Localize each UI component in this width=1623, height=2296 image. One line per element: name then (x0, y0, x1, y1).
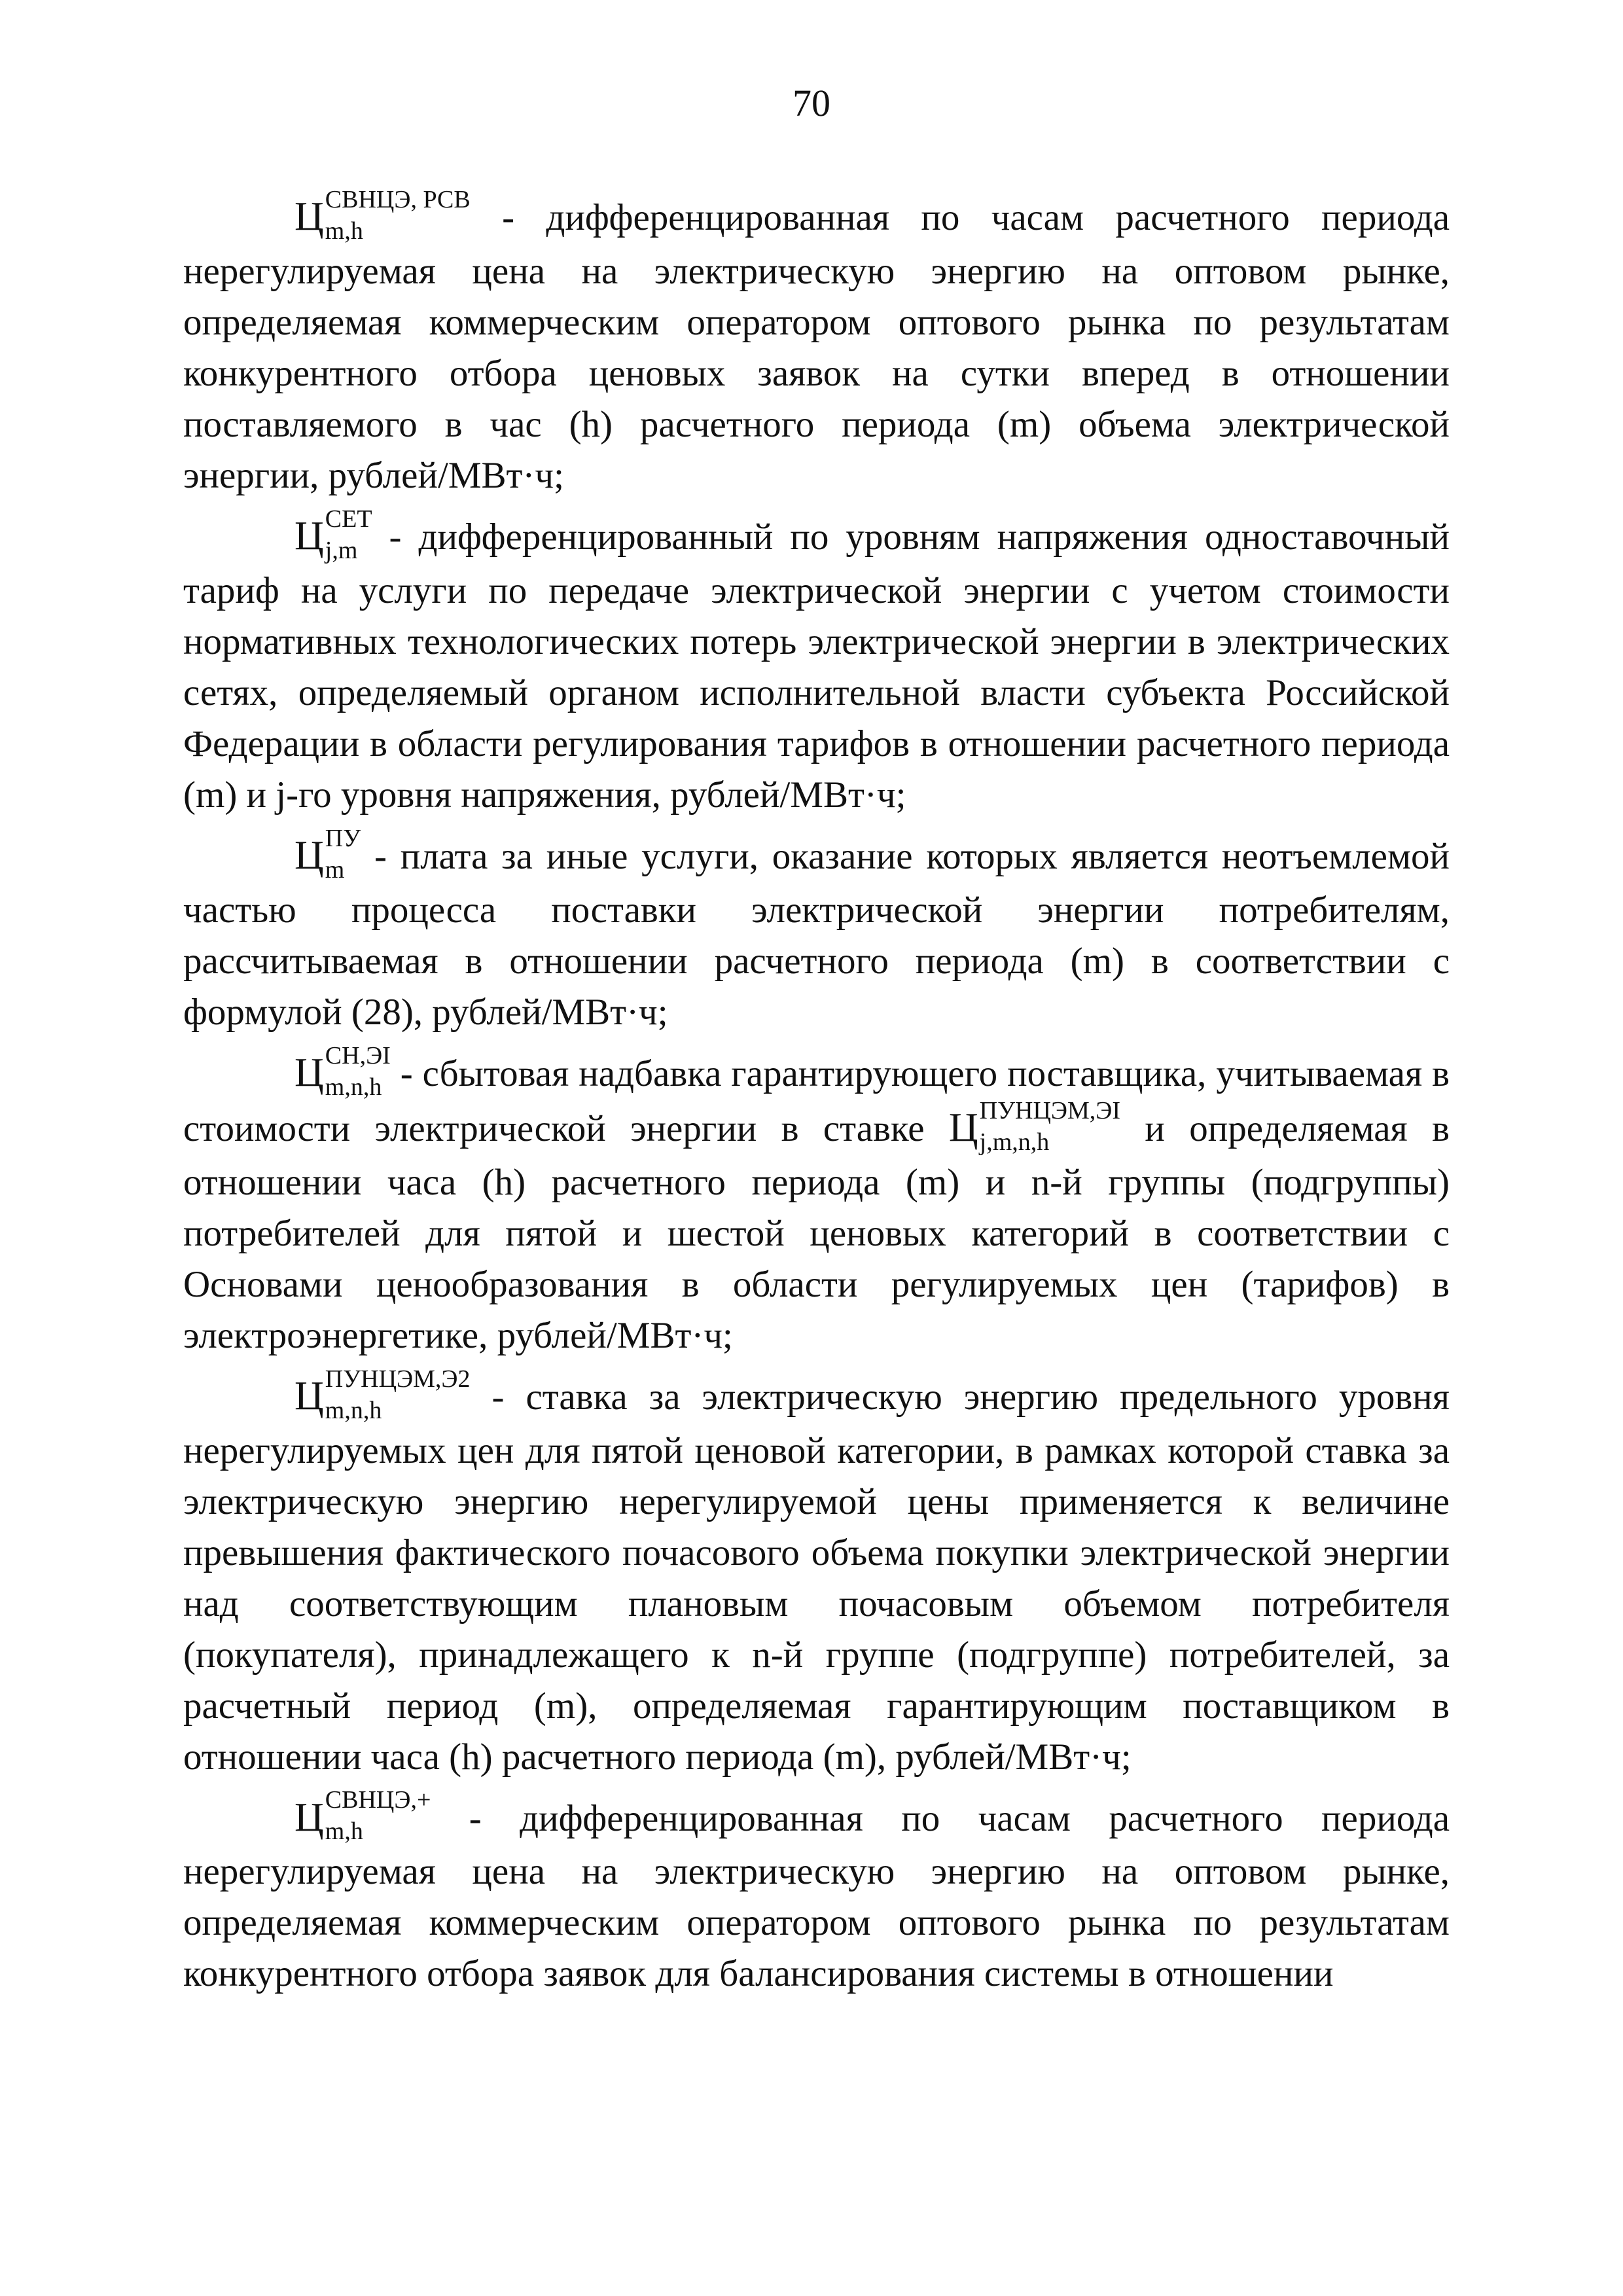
definition-text: неотъемлемой частью процесса поставки электрической энергии потребителям, рассчитываемая в отношении расчетного периода (m) в соответствии с формулой (28), рублей/МВт·ч; (183, 835, 1450, 1033)
symbol-c-set: Ц СЕТ j,m (294, 505, 372, 564)
definition-c-set (183, 505, 1450, 821)
document-body (183, 185, 1450, 2002)
definition-text: нерегулируемая цена на электрическую энергию на оптовом рынке, определяемая коммерческим оператором оптового рынка по результатам конкурентного отбора заявок для балансирования системы в отношении (183, 1851, 1450, 1995)
symbol-c-punce-em-ei: Ц ПУНЦЭМ,ЭІ j,m,n,h (948, 1096, 1121, 1156)
definition-lead: - дифференцированная по часам расчетного периода (469, 1797, 1450, 1839)
symbol-c-punce-em-e2: Ц ПУНЦЭМ,Э2 m,n,h (294, 1365, 471, 1424)
definition-c-svnce-rsv (183, 185, 1450, 501)
definition-lead: - сбытовая надбавка гарантирующего поставщика, (400, 1052, 1207, 1094)
symbol-c-svnce-plus: Ц СВНЦЭ,+ m,h (294, 1786, 431, 1846)
definition-lead: - дифференцированный по уровням напряжения (389, 516, 1188, 558)
symbol-c-sn-ei: Ц СН,ЭІ m,n,h (294, 1041, 391, 1101)
definition-c-punce-em-e2 (183, 1365, 1450, 1783)
page-number: 70 (793, 82, 830, 124)
definition-c-svnce-plus (183, 1786, 1450, 2000)
definition-text: одноставочный тариф на услуги по передаче электрической энергии с учетом стоимости нормативных технологических потерь электрической энергии в электрических сетях, определяемый органом исполнительной власти субъекта Российской Федерации в области регулирования тарифов в отношении расчетного периода (m) и j-го уровня напряжения, рублей/МВт·ч; (183, 516, 1450, 816)
definition-lead: - ставка за электрическую энергию предельного уровня (491, 1376, 1450, 1418)
definition-lead: - дифференцированная по часам расчетного периода (502, 197, 1450, 238)
definition-c-pu (183, 824, 1450, 1038)
definition-c-sn-ei (183, 1041, 1450, 1361)
definition-text: определяемая в отношении часа (h) расчетного периода (m) и n-й группы (подгруппы) потребителей для пятой и шестой ценовых категорий в соответствии с Основами ценообразования в области регулируемых цен (тарифов) в электроэнергетике, рублей/МВт·ч; (183, 1107, 1450, 1356)
definition-text: нерегулируемых цен для пятой ценовой категории, в рамках которой ставка за электрическую энергию нерегулируемой цены применяется к величине превышения фактического почасового объема покупки электрической энергии над соответствующим плановым почасовым объемом потребителя (покупателя), принадлежащего к n-й группе (подгруппе) потребителей, за расчетный период (m), определяемая гарантирующим поставщиком в отношении часа (h) расчетного периода (m), рублей/МВт·ч; (183, 1429, 1450, 1778)
definition-text-pre: учитываемая в стоимости электрической энергии в ставке (183, 1052, 1450, 1149)
symbol-c-svnce-rsv: Ц СВНЦЭ, РСВ m,h (294, 185, 471, 245)
definition-lead: - плата за иные услуги, оказание которых является (374, 835, 1209, 877)
symbol-c-pu: Ц ПУ m (294, 824, 361, 884)
definition-text: нерегулируемая цена на электрическую энергию на оптовом рынке, определяемая коммерческим оператором оптового рынка по результатам конкурентного отбора ценовых заявок на сутки вперед в отношении поставляемого в час (h) расчетного периода (m) объема электрической энергии, рублей/МВт·ч; (183, 250, 1450, 496)
definition-conjunction: и (1145, 1107, 1165, 1149)
